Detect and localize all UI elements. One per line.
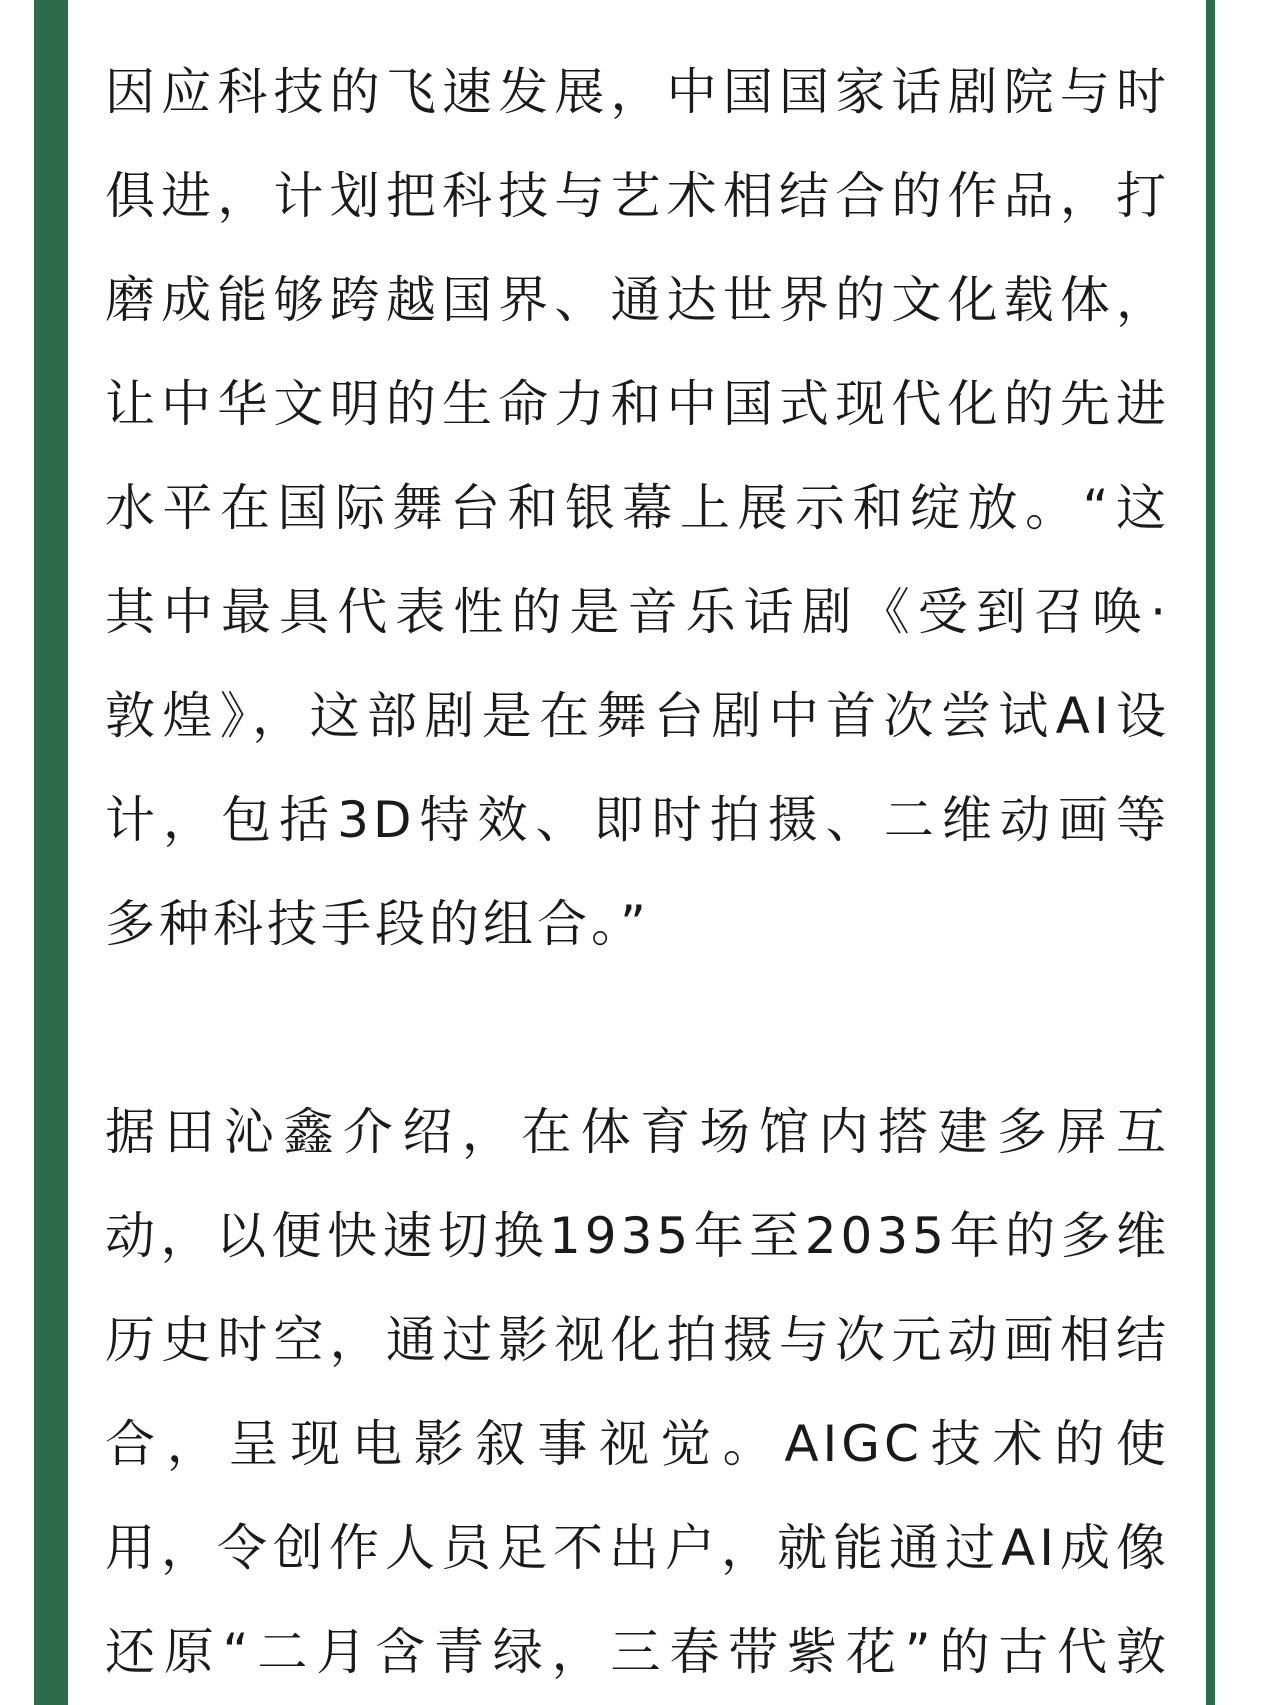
paragraph-line: 多种科技手段的组合。” (105, 895, 650, 953)
paragraph-line: 历史时空，通过影视化拍摄与次元动画相结 (105, 1311, 1170, 1369)
paragraph-line: 据田沁鑫介绍，在体育场馆内搭建多屏互 (105, 1103, 1170, 1161)
paragraph-line: 磨成能够跨越国界、通达世界的文化载体， (105, 271, 1170, 329)
paragraph-line: 因应科技的飞速发展，中国国家话剧院与时 (105, 63, 1170, 121)
paragraph-line: 俱进，计划把科技与艺术相结合的作品，打 (105, 167, 1170, 225)
right-green-border (1206, 0, 1215, 1705)
paragraph-line: 计，包括3D特效、即时拍摄、二维动画等 (105, 791, 1170, 849)
left-green-border (34, 0, 68, 1705)
article-body (105, 40, 1170, 1704)
paragraph-line: 还原“二月含青绿，三春带紫花”的古代敦 (105, 1623, 1170, 1681)
paragraph-line: 用，令创作人员足不出户，就能通过AI成像 (105, 1519, 1170, 1577)
paragraph-line: 动，以便快速切换1935年至2035年的多维 (105, 1207, 1170, 1265)
paragraph-line: 让中华文明的生命力和中国式现代化的先进 (105, 375, 1170, 433)
paragraph-line: 其中最具代表性的是音乐话剧《受到召唤· (105, 583, 1170, 641)
paragraph-spacer (105, 976, 1170, 1080)
paragraph-1 (105, 40, 1170, 976)
paragraph-line: 敦煌》，这部剧是在舞台剧中首次尝试AI设 (105, 687, 1170, 745)
paragraph-line: 水平在国际舞台和银幕上展示和绽放。“这 (105, 479, 1170, 537)
paragraph-2 (105, 1080, 1170, 1704)
paragraph-line: 合，呈现电影叙事视觉。AIGC技术的使 (105, 1415, 1170, 1473)
